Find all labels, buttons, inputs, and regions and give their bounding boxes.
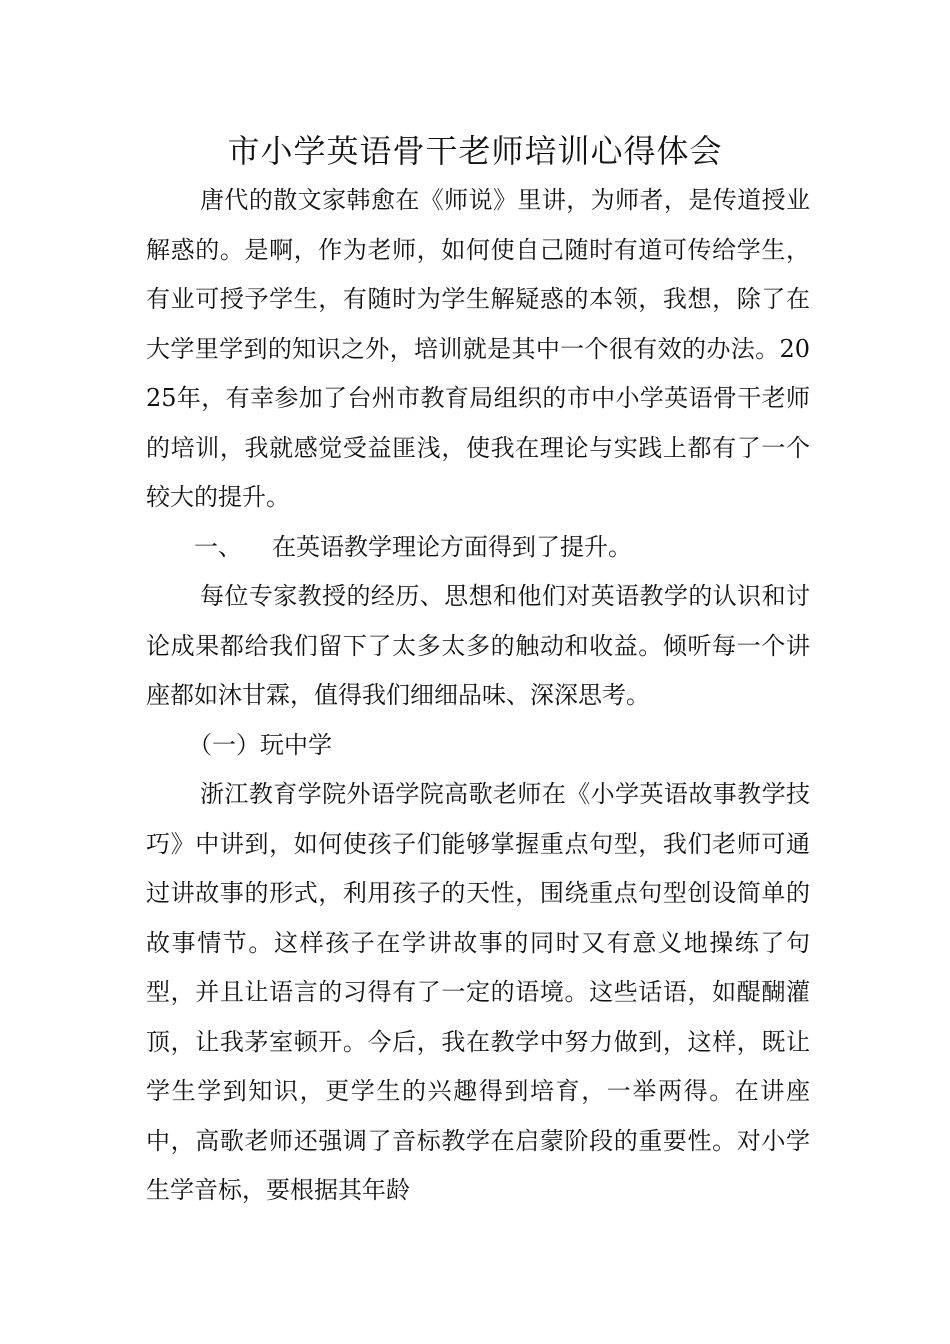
section-heading-one: [146, 523, 810, 573]
subsection-heading: （一）玩中学: [188, 730, 332, 759]
paragraph-intro: 唐代的散文家韩愈在《师说》里讲，为师者，是传道授业解惑的。是啊，作为老师，如何使自己随时有道可传给学生，有业可授予学生，有随时为学生解疑惑的本领，我想，除了在大学里学到的知识之外，培训就是其中一个很有效的办法。2025年，有幸参加了台州市教育局组织的市中小学英语骨干老师的培训，我就感觉受益匪浅，使我在理论与实践上都有了一个较大的提升。: [146, 186, 810, 511]
section-heading-text: 在英语教学理论方面得到了提升。: [272, 532, 632, 561]
paragraph-gaoge: 浙江教育学院外语学院高歌老师在《小学英语故事教学技巧》中讲到，如何使孩子们能够掌握重点句型，我们老师可通过讲故事的形式，利用孩子的天性，围绕重点句型创设简单的故事情节。这样孩子在学讲故事的同时又有意义地操练了句型，并且让语言的习得有了一定的语境。这些话语，如醍醐灌顶，让我茅室顿开。今后，我在教学中努力做到，这样，既让学生学到知识，更学生的兴趣得到培育，一举两得。在讲座中，高歌老师还强调了音标教学在启蒙阶段的重要性。对小学生学音标，要根据其年龄: [146, 780, 810, 1204]
document-title: 市小学英语骨干老师培训心得体会: [227, 132, 723, 170]
document-body: [146, 176, 810, 1216]
section-number: 一、: [194, 532, 242, 561]
paragraph-lectures: 每位专家教授的经历、思想和他们对英语教学的认识和讨论成果都给我们留下了太多太多的触动和收益。倾听每一个讲座都如沐甘霖，值得我们细细品味、深深思考。: [146, 582, 810, 709]
